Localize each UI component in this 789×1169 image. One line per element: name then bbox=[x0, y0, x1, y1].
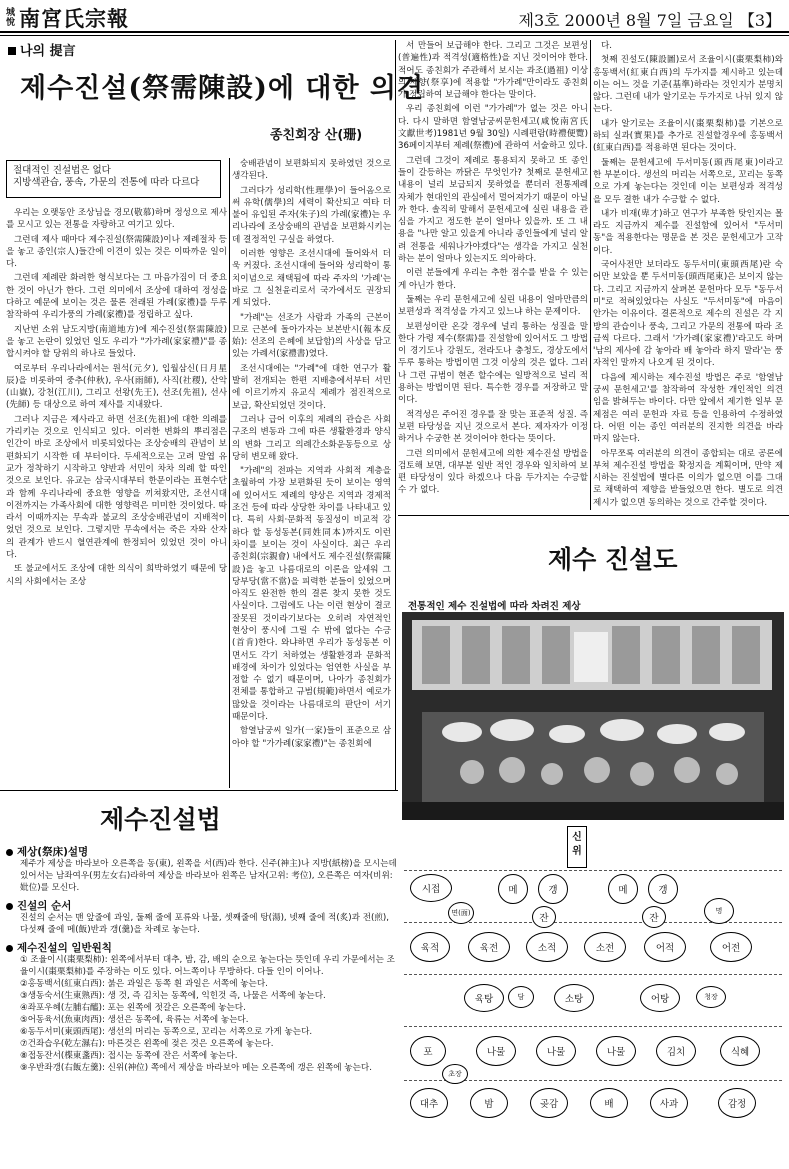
paragraph: 또 불교에서도 조상에 대한 의식이 희박하였기 때문에 당시의 사회에서는 조상 bbox=[6, 564, 227, 587]
paragraph: 우리는 오랫동안 조상님을 경모(敬慕)하며 정성으로 제사를 모시고 있는 전통을 자랑하고 여기고 있다. bbox=[6, 208, 227, 231]
heading-text: 제상(祭床)설명 bbox=[17, 846, 89, 858]
principle-item: ⑧접동잔서(楪東盞西): 접시는 동쪽에 잔은 서쪽에 놓는다. bbox=[20, 1051, 238, 1061]
top-rule-thin bbox=[0, 35, 789, 36]
principle-item: ⑨우반좌갱(右飯左羹): 신위(神位) 쪽에서 제상을 바라보아 메는 오른쪽에 갱은 왼쪽에 놓는다. bbox=[20, 1063, 372, 1073]
dish-bam: 밤 bbox=[470, 1088, 508, 1118]
method-section bbox=[6, 840, 398, 1074]
bullet-icon bbox=[6, 945, 13, 952]
paragraph: 우리 종친회에 이런 "가가례"가 없는 것은 아니다. 다시 말하면 함열남궁씨문헌세고(咸悅南宮氏文獻世考)1981년 9월 30일) 시례편람(時禮便覽) 36페이지부터 제례(祭禮)에 관하여 서술하고 있다. bbox=[398, 104, 588, 152]
dish-small: 청장 bbox=[696, 986, 726, 1008]
bullet-icon bbox=[6, 849, 13, 856]
paragraph: 둘째는 우리 문헌세고에 실린 내용이 얼마만큼의 보편성과 적격성을 가지고 있느냐 하는 문제이다. bbox=[398, 294, 588, 318]
method-heading bbox=[6, 846, 398, 858]
paragraph: 지난번 소위 남도지방(南道地方)에 제수진설(祭需陳設)을 놓고 논란이 있었던 일도 우리가 "가가례(家家禮)"를 종합시켜야 할 당위의 하나로 들었다. bbox=[6, 324, 227, 360]
dish-small: 명 bbox=[704, 898, 734, 924]
principle-item: ③생동숙서(生東熟西): 생 것, 즉 김치는 동쪽에, 익힌것 즉, 나물은 서쪽에 놓는다. bbox=[20, 991, 326, 1001]
dish-namul: 나물 bbox=[596, 1036, 636, 1066]
method-text: 진설의 순서는 맨 앞줄에 과일, 둘째 줄에 포류와 나물, 셋째줄에 탕(湯), 넷째 줄에 적(炙)과 전(煎), 다섯째 줄에 메(飯)반과 갱(羹)을 차례로 놓는다. bbox=[20, 913, 390, 935]
ritual-table-photo bbox=[402, 612, 784, 820]
method-heading bbox=[6, 900, 398, 912]
dish-sikhye: 식혜 bbox=[720, 1036, 760, 1066]
article-column-1 bbox=[6, 207, 227, 784]
method-title: 제수진설법 bbox=[100, 805, 221, 834]
column-divider bbox=[590, 40, 591, 510]
dish-eojeok: 어적 bbox=[644, 932, 686, 962]
row-line bbox=[404, 974, 782, 975]
paragraph: "가례"는 선조가 사람과 가족의 근본이므로 근본에 돌아가자는 보본반시(報本反始): 선조의 은혜에 보답함)의 사상을 담고 있는 가례서(家禮書)였다. bbox=[232, 312, 391, 360]
paragraph: 다음에 제시하는 제수진설 방법은 주로 '함열남궁씨 문헌세고'를 참작하여 작성한 개인적인 의견임을 밝혀두는 바이다. 다만 앞에서 제기한 일부 문제점은 여러 문헌과 자료 등을 인용하여 수정하였다. 어떤 이는 종인 여러분의 진지한 의견을 바라 마지 않는다. bbox=[593, 372, 783, 445]
dish-small: 담 bbox=[508, 986, 534, 1008]
method-heading bbox=[6, 942, 398, 954]
article-column-2 bbox=[232, 158, 391, 785]
bullet-icon bbox=[6, 903, 13, 910]
paragraph: 적격성은 주어진 경우를 잘 맞는 표준적 성질. 즉 보편 타당성을 지닌 것으로서 본다. 제자자가 이정하거나 수궁한 본 것이어야 한다는 뜻이다. bbox=[398, 409, 588, 445]
paragraph: 서 만들어 보급해야 한다. 그리고 그것은 보편성(普遍性)과 적격성(適格性)을 지닌 것이어야 한다. 적어도 종친회가 주관해서 보시는 과조(過祖) 이상의 제향(祭享)에 적용할 "가가례"만이라도 종친회가 정립하여 보급해야 한다는 말이다. bbox=[398, 41, 588, 101]
newspaper-name: 南宮氏宗報 bbox=[19, 6, 130, 31]
dish-yukjeon: 육전 bbox=[468, 932, 510, 962]
paragraph: 여로부터 우리나라에서는 원석(元夕), 입월삼신(日月星辰)을 비롯하여 중추(仲秋), 우사(雨師), 사직(社稷), 산악(山嶽), 강천(江川), 그리고 선왕(先王), 선조(先祖), 선사(先師) 등 대상으로 하여 제사를 지내왔다. bbox=[6, 363, 227, 411]
dish-namul: 나물 bbox=[476, 1036, 516, 1066]
photo-caption: 전통적인 제수 진설법에 따라 차려진 제상 bbox=[408, 601, 581, 612]
principle-item: ④좌포우혜(左脯右醯): 포는 왼쪽에 젓갈은 오른쪽에 놓는다. bbox=[20, 1003, 246, 1013]
dish-bae: 배 bbox=[590, 1088, 628, 1118]
dish-yukjeok: 육적 bbox=[410, 932, 450, 962]
paragraph: 내가 알기로는 조율이시(棗栗梨柿)를 기본으로 하되 실과(實果)를 추가로 진설할경우에 홍동백서(紅東白西)를 적용하면 된다는 것이다. bbox=[593, 118, 783, 154]
paragraph: 아무쪼록 여러분의 의견이 종합되는 대로 공론에 부쳐 제수진설 방법을 확정지을 계획이며, 만약 제시하는 진설법에 별다른 이의가 없으면 이를 그대로 채택하여 제향을 받들었으면 한다. 별도로 의견제시가 없으면 동의하는 것으로 간주할 것이다. bbox=[593, 448, 783, 508]
paragraph: 국어사전만 보더라도 동두서미(東頭西尾)란 숙어만 보았을 뿐 두서미동(頭西尾東)은 보이지 않는다. 그리고 지금까지 살펴본 문헌마다 모두 "동두서미"로 적혀있었다는 사실도 "두서미동"에 마음이 안가는 이유이다. 결론적으로 제수의 진설은 각 지방의 관습이나 풍속, 그리고 가문의 전통에 따라 조금씩 다르다. 그래서 '가가례(家家禮)'라고도 하며 '남의 제사에 감 놓아라 배 놓아라 하지 말라'는 풍자적인 말까지 나오게 된 것이다. bbox=[593, 260, 783, 369]
paragraph: 둘째는 문헌세고에 두서미동(頭西尾東)이라고 한 부분이다. 생선의 머리는 서쪽으로, 꼬리는 동쪽으로 가게 놓는다는 것인데 이는 보편성과 적격성을 모두 결한 내가 수긍할 수 없다. bbox=[593, 157, 783, 205]
method-text: 제주가 제상을 바라보아 오른쪽을 동(東), 왼쪽을 서(西)라 한다. 신주(神主)나 지방(紙榜)을 모시는데 있어서는 남좌여우(男左女右)라하여 제상을 바라보아 왼쪽은 남자(고위: 考位), 오른쪽은 여자(비위: 妣位)를 모신다. bbox=[20, 859, 397, 893]
article-column-3 bbox=[398, 40, 588, 510]
dish-namul: 나물 bbox=[536, 1036, 576, 1066]
principle-item: ⑦건좌습우(乾左濕右): 마른것은 왼쪽에 젖은 것은 오른쪽에 놓는다. bbox=[20, 1039, 274, 1049]
dish-sotang: 소탕 bbox=[554, 984, 594, 1012]
dish-me: 메 bbox=[608, 874, 638, 904]
masthead-left bbox=[6, 3, 129, 33]
paragraph: 그러나 급어 이후의 제례의 관습은 사회구조의 변동과 그에 따른 생활환경과 양식의 변화 그리고 의례간소화운동등으로 상당히 변모해 왔다. bbox=[232, 414, 391, 462]
dish-po: 포 bbox=[410, 1036, 446, 1066]
paragraph: 조선시대에는 "가례"에 대한 연구가 활발히 전개되는 한편 지배층에서부터 서민에 이르기까지 유교식 제례가 점진적으로 보급, 확산되었던 것이다. bbox=[232, 363, 391, 411]
paragraph: 보편성이란 온갖 경우에 널리 통하는 성질을 말한다 가령 제수(祭需)를 진설함에 있어서도 그 방법이 경기도나 강원도, 전라도나 충청도, 경상도에서 두루 통하는 방법이면 그것 이상의 것은 없다. 그러나 그런 규범이 현존 할수에는 일방적으로 널리 적용하는 방법이면 된다. 특수한 경우를 저장하고 말이다. bbox=[398, 321, 588, 406]
pull-quote-box: 절대적인 진설법은 없다 지방색관습, 풍속, 가문의 전통에 따라 다르다 bbox=[6, 160, 221, 198]
headline: 제수진설(祭需陳設)에 대한 의견 bbox=[20, 73, 425, 104]
dish-jan: 잔 bbox=[642, 906, 666, 928]
principle-list bbox=[6, 954, 398, 1074]
dish-sagwa: 사과 bbox=[650, 1088, 688, 1118]
paragraph: 그러나 지금은 제사라고 하면 선조(先祖)에 대한 의례를 가리키는 것으로 인식되고 있다. 이러한 변화의 뿌리점은 인간이 바로 조상에서 비롯되었다는 조상숭배의 관념이 보편화되기 시작한 데 부터이다. 두세적으로는 고려 말엽 유교가 정착하기 시작하고 양반과 서민이 차차 의례 할 따인 것으로 보인다. 유교는 삼국시대부터 한문이라는 표현수단과 함께 우리나라에 중요한 영향을 끼쳐왔지만, 조선시대 이전까지는 가족사회에 대한 영향력은 미미한 것이었다. 따라서 이때까지는 무속과 불교의 조상숭배관념이 지배적이었던 것으로 보인다. 그렇지만 무속에서는 죽은 자와 산자의 관계가 반드시 혈연관계에 한정되어 있었던 것이 아니다. bbox=[6, 414, 227, 561]
row-line bbox=[404, 870, 782, 871]
section-tag bbox=[8, 40, 76, 59]
issue-info: 제3호 2000년 8월 7일 금요일 【3】 bbox=[518, 11, 781, 30]
principle-item: ⑥동두서미(東頭西尾): 생선의 머리는 동쪽으로, 꼬리는 서쪽으로 가게 놓는다. bbox=[20, 1027, 313, 1037]
dish-eojeon: 어전 bbox=[710, 932, 752, 962]
dish-gaeng: 갱 bbox=[538, 874, 568, 904]
dish-sojeon: 소전 bbox=[584, 932, 626, 962]
column-divider bbox=[229, 158, 230, 788]
section-rule bbox=[398, 515, 789, 516]
paragraph: 이러한 영향은 조선시대에 들어와서 더욱 커졌다. 조선시대에 들어와 성리학이 통치이념으로 채택됨에 따라 주자의 '가례'는 바로 그 실천윤리로서 국가에서도 권장되게 되었다. bbox=[232, 249, 391, 309]
dish-small: 초장 bbox=[442, 1064, 468, 1084]
paragraph: 그런 의미에서 문헌세고에 의한 제수진설 방법을 검토해 보면, 대부분 일반 적인 경우와 일치하여 보편 타당성이 있다 하겠으나 다음 두가지는 수긍할 수 가 없다. bbox=[398, 448, 588, 496]
article-column-4 bbox=[593, 40, 783, 510]
section-rule bbox=[0, 790, 398, 791]
column-divider bbox=[395, 40, 396, 790]
top-rule bbox=[0, 31, 789, 33]
paragraph: 이런 분들에게 우리는 추한 점수를 받을 수 있는 게 아닌가 한다. bbox=[398, 268, 588, 291]
paragraph: 그런데 그것이 제례로 통용되지 못하고 또 종인들이 갈등하는 까닭은 무엇인가? 첫째로 문헌세고 내용이 널리 보급되지 못하였을 뿐더러 전통제례 자체가 현대인의 관심에서 멀어져가기 때문이 아닐까 한다. 솔직히 말해서 문헌세고에 실린 내용을 관심을 가지고 정도한 분이 얼마나 있을까. 또 그 내용을 "나만 알고 있을게 아니라 종인들에게 널리 알려 전통을 세워나가야겠다"는 생각을 가지고 실천하는 분이 얼마나 있는지도 의아하다. bbox=[398, 155, 588, 265]
jinseoldo-title: 제수 진설도 bbox=[548, 545, 678, 574]
paragraph: 함열남궁씨 일가(一家)들이 표준으로 삼아야 할 "가가례(家家禮)"는 종친회에 bbox=[232, 726, 391, 749]
dish-me: 메 bbox=[498, 874, 528, 904]
principle-item: ① 조율이시(棗栗梨柿): 왼쪽에서부터 대추, 밤, 감, 배의 순으로 놓는다는 뜻인데 우리 가문에서는 조율이시(棗栗梨柿)를 주장하는 이도 있다. 어느쪽이나 무방하다. 다들 인이 이어나. bbox=[20, 955, 395, 977]
paragraph: 숭배관념이 보편화되지 못하였던 것으로 생각된다. bbox=[232, 159, 391, 182]
principle-item: ②홍동백서(紅東白西): 붉은 과일은 동쪽 흰 과일은 서쪽에 놓는다. bbox=[20, 979, 268, 989]
dish-sojeok: 소적 bbox=[526, 932, 568, 962]
row-line bbox=[404, 1026, 782, 1027]
paragraph: 그런데 제사 때마다 제수진설(祭需陳設)이나 제례절차 등을 놓고 종인(宗人)들간에 이견이 있는 것은 이따까운 일이다. bbox=[6, 234, 227, 270]
paragraph: 내가 비재(卑才)하고 연구가 부족한 탓인지는 몰라도 지금까지 제수를 진설함에 있어서 "두서미동"을 적용한다는 명문을 본 것은 문헌세고가 고작이다. bbox=[593, 208, 783, 256]
dish-gaeng: 갱 bbox=[648, 874, 678, 904]
dish-daechu: 대추 bbox=[410, 1088, 448, 1118]
heading-text: 진설의 순서 bbox=[17, 900, 72, 912]
jinseoldo-diagram bbox=[404, 826, 782, 1164]
sinwi-label: 신 위 bbox=[567, 826, 587, 868]
byline: 종친회장 산(珊) bbox=[270, 128, 363, 143]
dish-small: 면(面) bbox=[448, 902, 474, 924]
paragraph: 다. bbox=[601, 41, 613, 51]
masthead-sanghan: 城 悅 bbox=[6, 8, 16, 28]
dish-kimchi: 김치 bbox=[656, 1036, 696, 1066]
paragraph: 그런데 제례란 화려한 형식보다는 그 마음가짐이 더 중요한 것이 아닌가 한다. 그런 의미에서 조상에 대하여 정성을 다하고 예문에 보이는 것은 물론 전래된 가례(家禮)를 두루 참작하여 우리가풍의 가례(家禮)를 정립하고 싶다. bbox=[6, 273, 227, 321]
dish-gotgam: 곶감 bbox=[530, 1088, 568, 1118]
dish-yuktang: 육탕 bbox=[464, 984, 504, 1012]
paragraph: "가례"의 전파는 지역과 사회적 계층을 초월하여 가장 보편화된 듯이 보이는 영역에 있어서도 제례의 양상은 지역과 경제적 조건 등에 따라 상당한 차이를 나타내고 있다. 특히 사회·문화적 동질성이 비교적 강하다 할 동성동본(同姓同本)까지도 이런 차이를 보이는 것이 사실이다. 최근 우리 종친회(宗親會) 내에서도 제수진설(祭需陳設)을 놓고 나름대로의 이론을 앞세워 그 당부당(當不當)을 피력한 분들이 있었으며 아직도 완전한 한의 결론 찾지 못한 것도 사실이다. 그럼에도 나는 이런 현상이 결코 잘못된 것이라기보다는 오히려 자연적인 현상이 풍시에 그릴 수 밖에 없다는 수긍(首肯)한다. 와냐하면 우리가 동성동본 이면서도 각기 처하였는 생활환경과 문화적 배경에 차이가 있었다는 엄연한 사실을 부정할 수 없기 때문이며, 나아가 종친회가 전체를 통합하고 규범(規範)하면서 예로가 많았을 것이라는 나름대로의 판단이 서기 때문이다. bbox=[232, 466, 391, 723]
ritual-table-photo-illustration bbox=[402, 612, 784, 820]
dish-gamjeong: 감정 bbox=[718, 1088, 756, 1118]
dish-sijeop: 시접 bbox=[410, 874, 452, 902]
paragraph: 그러다가 성리학(性理學)이 들어옴으로써 유학(儒學)의 세력이 확산되고 여타 더불어 유입된 주자(朱子)의 가례(家禮)는 우리나라에 조상숭배의 관념을 보편화시키는 데 결정적인 구실을 하였다. bbox=[232, 185, 391, 245]
paragraph: 첫째 진설도(陳設圖)로서 조율이시(棗栗梨柿)와 홍동백서(紅東白西)의 두가지를 제시하고 있는데 이는 어느 것을 기준(基準)하라는 것인지가 분명치 않다. 그런데 내가 알기로는 두가지로 나뉘 있지 않는다. bbox=[593, 55, 783, 115]
dish-jan: 잔 bbox=[532, 906, 556, 928]
dish-eotang: 어탕 bbox=[640, 984, 680, 1012]
principle-item: ⑤어동육서(魚東肉西): 생선은 동쪽에, 육류는 서쪽에 놓는다. bbox=[20, 1015, 249, 1025]
section-tag-label: 나의 提言 bbox=[20, 44, 76, 59]
heading-text: 제수진설의 일반원칙 bbox=[17, 942, 112, 954]
square-bullet-icon bbox=[8, 47, 16, 55]
